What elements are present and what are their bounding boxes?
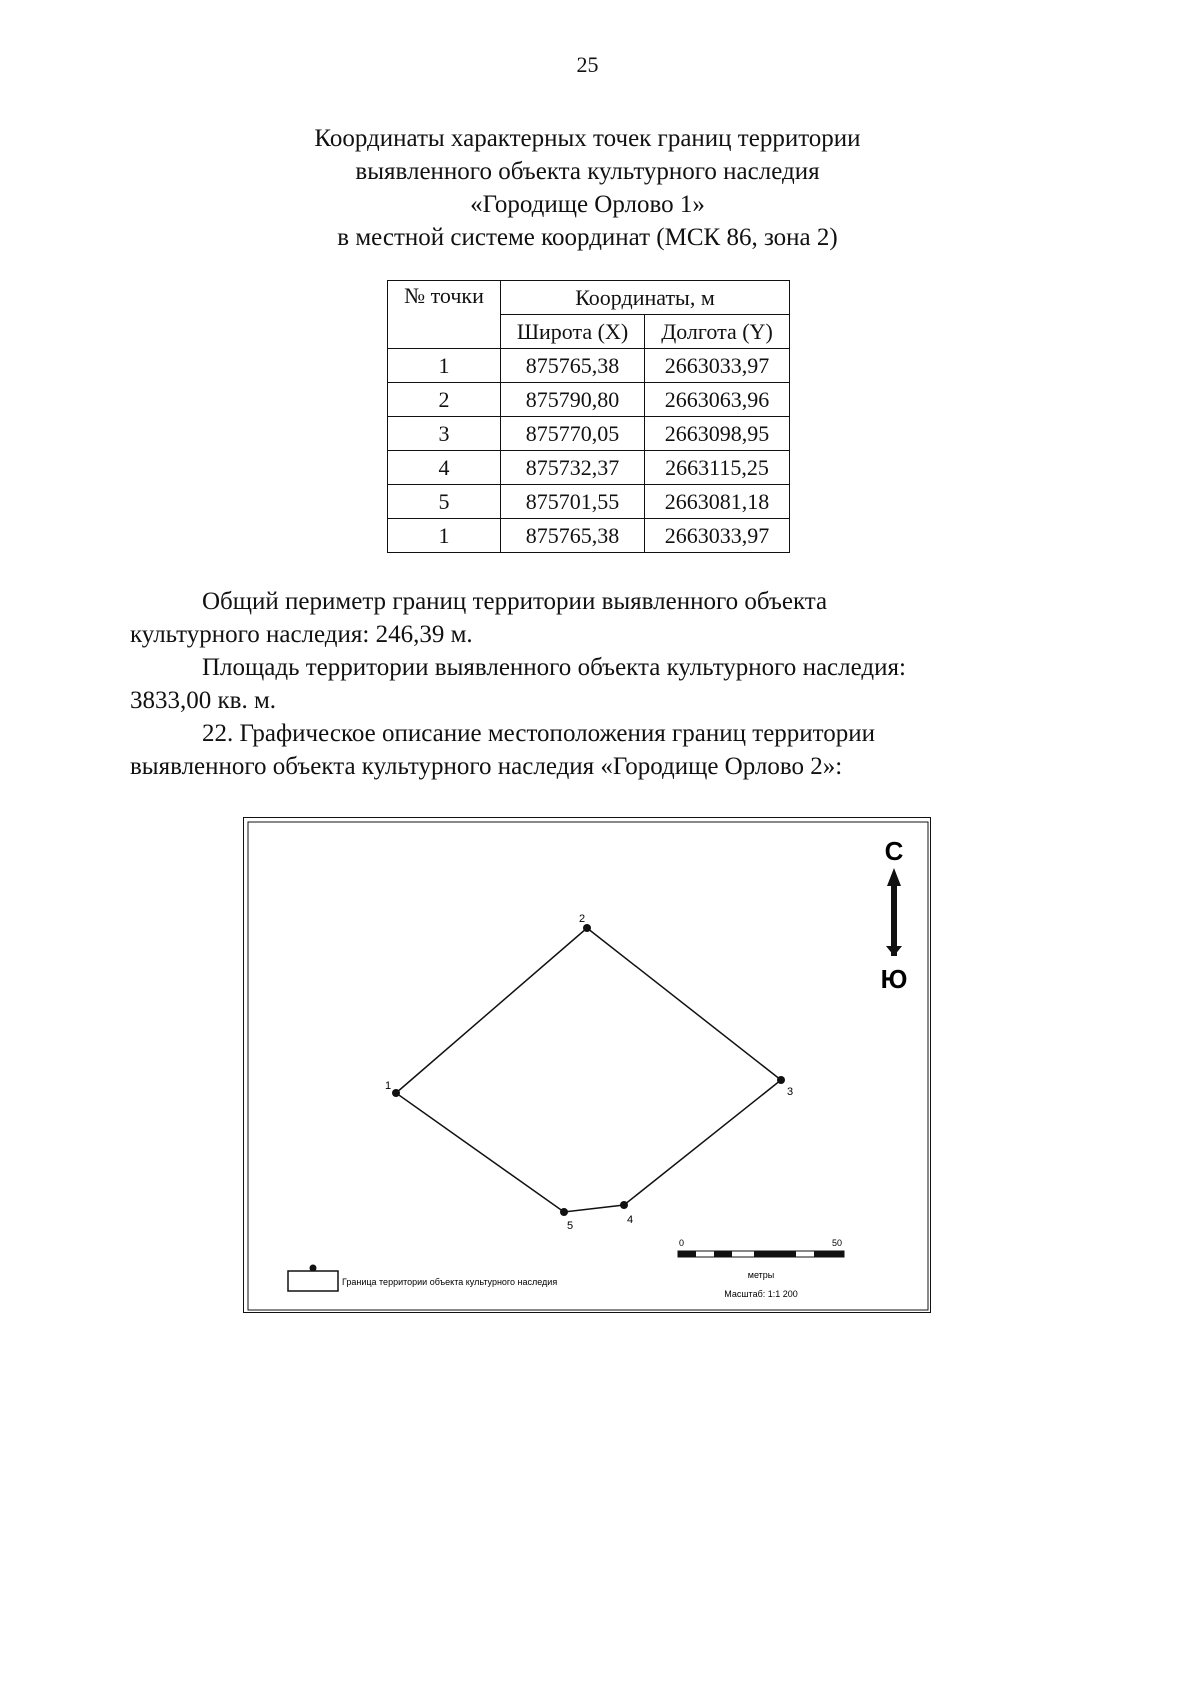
document-heading [0, 122, 1175, 254]
vertex-label: 3 [787, 1086, 794, 1098]
table-row [388, 519, 790, 553]
cell-x: 875770,05 [501, 417, 645, 451]
heading-line: Координаты характерных точек границ территории [314, 125, 861, 152]
word: территории [305, 654, 429, 681]
map-canvas [244, 818, 932, 1314]
north-arrow-icon [887, 868, 901, 886]
table-row [388, 451, 790, 485]
scale-bar-segment [814, 1251, 844, 1257]
vertex-label: 1 [385, 1080, 392, 1092]
word: культурного [666, 654, 797, 681]
header-latitude: Широта (X) [501, 315, 645, 349]
header-coordinates: Координаты, м [501, 281, 790, 315]
word: местоположения [487, 720, 666, 747]
page-number: 25 [576, 52, 599, 77]
word: выявленного [434, 654, 572, 681]
word: Общий [202, 588, 279, 615]
paragraph-line: выявленного объекта культурного наследия «Городище Орлово 2»: [130, 753, 843, 780]
table-row [388, 417, 790, 451]
section-22-paragraph [130, 717, 1048, 783]
coordinates-table [387, 280, 790, 553]
word: Графическое [239, 720, 376, 747]
word: Площадь [202, 654, 300, 681]
word: территории [752, 720, 876, 747]
legend-text: Граница территории объекта культурного наследия [342, 1277, 558, 1287]
word: описание [381, 720, 482, 747]
arrow-tail-icon [886, 946, 902, 956]
heading-line: выявленного объекта культурного наследия [355, 158, 820, 185]
header-point-number: № точки [388, 281, 501, 349]
cell-y: 2663063,96 [645, 383, 790, 417]
scale-bar-segment [754, 1251, 796, 1257]
cell-point: 3 [388, 417, 501, 451]
north-label: С [884, 836, 904, 866]
vertex-label: 2 [579, 913, 586, 925]
header-longitude: Долгота (Y) [645, 315, 790, 349]
vertex-label: 5 [567, 1220, 574, 1232]
vertex-marker [392, 1089, 400, 1097]
scale-text: Масштаб: 1:1 200 [724, 1289, 798, 1299]
word: границ [672, 720, 747, 747]
cell-y: 2663098,95 [645, 417, 790, 451]
scale-units: метры [747, 1270, 775, 1280]
justified-line [130, 585, 1048, 618]
scale-end-label: 50 [832, 1238, 843, 1248]
heading-line: в местной системе координат (МСК 86, зона 2) [337, 224, 838, 251]
table-row [388, 485, 790, 519]
cell-point: 4 [388, 451, 501, 485]
paragraph-line: 3833,00 кв. м. [130, 687, 277, 714]
scale-bar-segment [714, 1251, 732, 1257]
vertex-marker [777, 1076, 785, 1084]
heading-line: «Городище Орлово 1» [470, 191, 705, 218]
north-arrow-shaft [891, 884, 897, 956]
word: 22. [202, 720, 234, 747]
paragraph-line: культурного наследия: 246,39 м. [130, 621, 473, 648]
justified-line [130, 651, 1048, 684]
word: периметр [285, 588, 387, 615]
vertex-marker [620, 1201, 628, 1209]
word: объекта [744, 588, 828, 615]
word: выявленного [601, 588, 739, 615]
vertex-marker [560, 1208, 568, 1216]
map-inner-frame [248, 822, 928, 1310]
table-row [388, 383, 790, 417]
legend-swatch [288, 1271, 338, 1291]
cell-x: 875765,38 [501, 519, 645, 553]
cell-point: 5 [388, 485, 501, 519]
cell-y: 2663033,97 [645, 349, 790, 383]
table-row [388, 349, 790, 383]
south-label: Ю [880, 964, 908, 994]
perimeter-paragraph [130, 585, 1048, 651]
cell-x: 875732,37 [501, 451, 645, 485]
cell-point: 1 [388, 349, 501, 383]
vertex-marker [583, 924, 591, 932]
table-header-row [388, 281, 790, 315]
cell-x: 875790,80 [501, 383, 645, 417]
boundary-map [243, 817, 931, 1313]
boundary-polygon [396, 928, 781, 1212]
word: объекта [577, 654, 661, 681]
word: наследия: [802, 654, 906, 681]
scale-bar-segment [678, 1251, 696, 1257]
cell-point: 2 [388, 383, 501, 417]
vertex-label: 4 [627, 1214, 634, 1226]
cell-y: 2663033,97 [645, 519, 790, 553]
scale-start-label: 0 [679, 1238, 685, 1248]
cell-point: 1 [388, 519, 501, 553]
cell-x: 875701,55 [501, 485, 645, 519]
legend-vertex-icon [310, 1265, 317, 1272]
cell-y: 2663081,18 [645, 485, 790, 519]
cell-x: 875765,38 [501, 349, 645, 383]
justified-line [130, 717, 1048, 750]
area-paragraph [130, 651, 1048, 717]
word: границ [392, 588, 467, 615]
cell-y: 2663115,25 [645, 451, 790, 485]
word: территории [472, 588, 596, 615]
